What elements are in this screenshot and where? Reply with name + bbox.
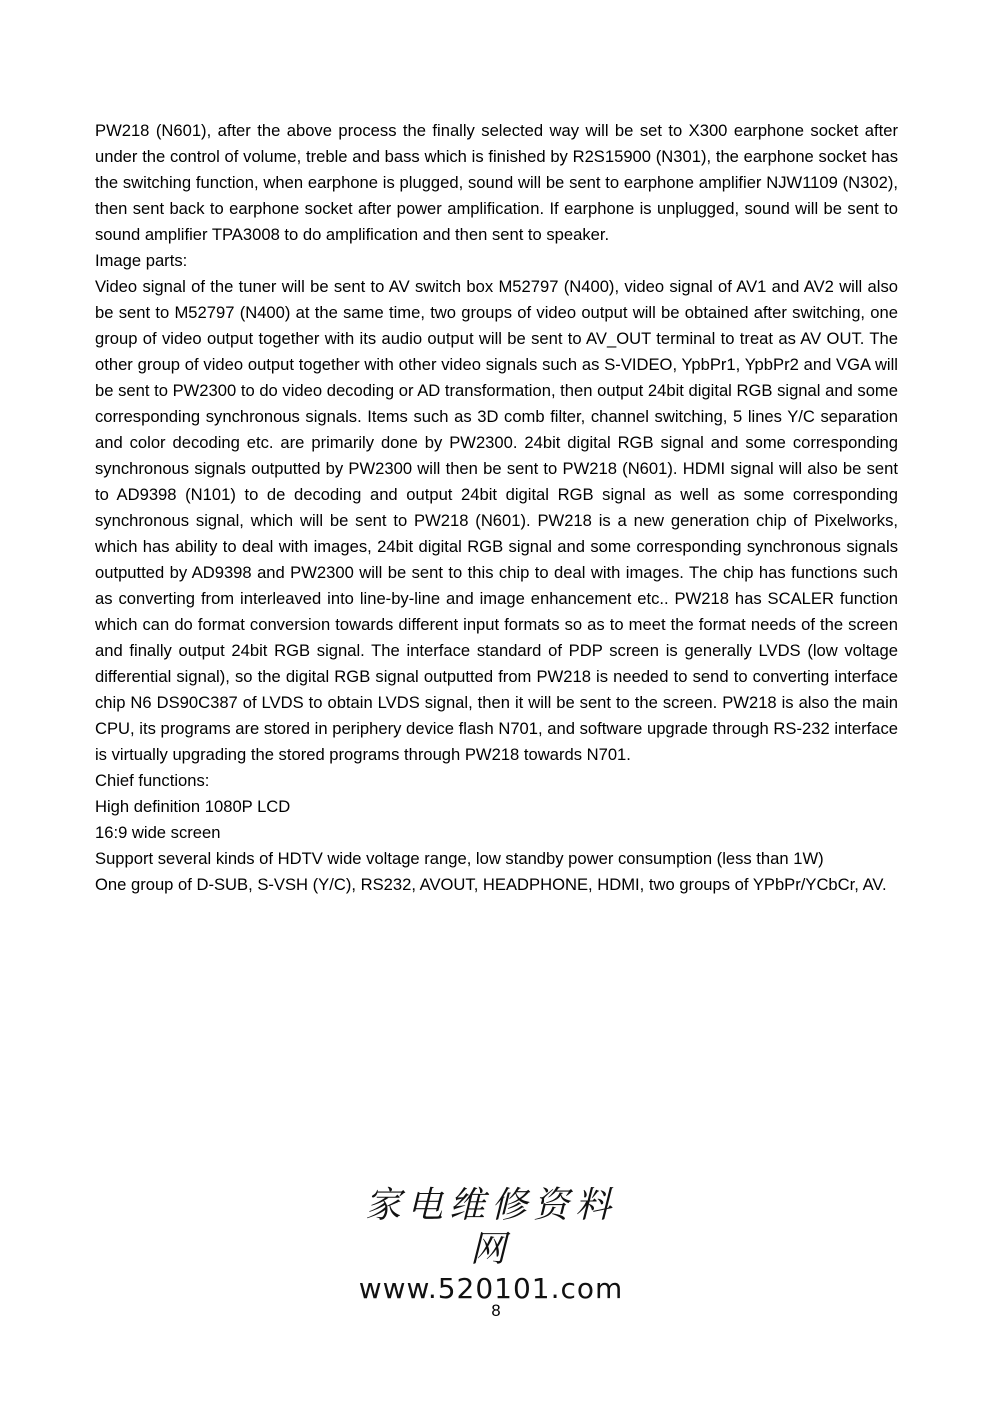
paragraph-image-parts: Video signal of the tuner will be sent to AV switch box M52797 (N400), video signal of AV1 and AV2 will also be sent to M52797 (N400) at the same time, two groups of video output will be obtained after switching, one group of video output together with its audio output will be sent to AV_OUT terminal to treat as AV OUT. The other group of video output together with other video signals such as S-VIDEO, YpbPr1, YpbPr2 and VGA will be sent to PW2300 to do video decoding or AD transformation, then output 24bit digital RGB signal and some corresponding synchronous signals. Items such as 3D comb filter, channel switching, 5 lines Y/C separation and color decoding etc. are primarily done by PW2300. 24bit digital RGB signal and some corresponding synchronous signals outputted by PW2300 will then be sent to PW218 (N601). HDMI signal will also be sent to AD9398 (N101) to de decoding and output 24bit digital RGB signal as well as some corresponding synchronous signal, which will be sent to PW218 (N601). PW218 is a new generation chip of Pixelworks, which has ability to deal with images, 24bit digital RGB signal and some corresponding synchronous signals outputted by AD9398 and PW2300 will be sent to this chip to deal with images. The chip has functions such as converting from interleaved into line-by-line and image enhancement etc.. PW218 has SCALER function which can do format conversion towards different input formats so as to meet the format needs of the screen and finally output 24bit RGB signal. The interface standard of PDP screen is generally LVDS (low voltage differential signal), so the digital RGB signal outputted from PW218 is needed to send to converting interface chip N6 DS90C387 of LVDS to obtain LVDS signal, then it will be sent to the screen. PW218 is also the main CPU, its programs are stored in periphery device flash N701, and software upgrade through RS-232 interface is virtually upgrading the stored programs through PW218 towards N701. xyxy=(95,277,898,764)
function-item-1080p: High definition 1080P LCD xyxy=(95,797,291,816)
paragraph-interfaces: One group of D-SUB, S-VSH (Y/C), RS232, AVOUT, HEADPHONE, HDMI, two groups of YPbPr/YCbCr, AV. xyxy=(95,875,887,894)
page-number: 8 xyxy=(491,1301,501,1320)
watermark-chinese-text: 家电维修资料网 xyxy=(364,1185,617,1270)
function-item-widescreen: 16:9 wide screen xyxy=(95,823,221,842)
page-body xyxy=(95,118,898,898)
paragraph-audio-path: PW218 (N601), after the above process the finally selected way will be set to X300 earphone socket after under the control of volume, treble and bass which is finished by R2S15900 (N301), the earphone socket has the switching function, when earphone is plugged, sound will be sent to earphone amplifier NJW1109 (N302), then sent back to earphone socket after power amplification. If earphone is unplugged, sound will be sent to sound amplifier TPA3008 to do amplification and then sent to speaker. xyxy=(95,121,898,244)
watermark-logo xyxy=(346,1184,636,1306)
heading-image-parts: Image parts: xyxy=(95,251,188,270)
heading-chief-functions: Chief functions: xyxy=(95,771,210,790)
watermark-url: www.520101.com xyxy=(358,1272,624,1305)
function-item-hdtv-support: Support several kinds of HDTV wide voltage range, low standby power consumption (less than 1W) xyxy=(95,849,824,868)
